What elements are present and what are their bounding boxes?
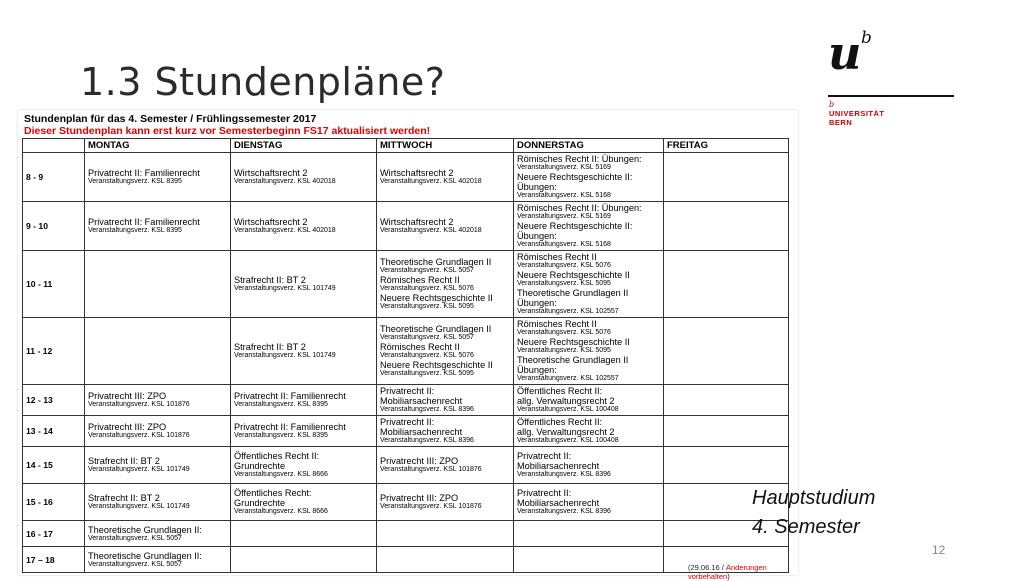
course-cell: [377, 385, 514, 416]
course-code: Veranstaltungsverz. KSL 8396: [517, 471, 611, 478]
course-name: Neuere Rechtsgeschichte II:: [517, 221, 633, 231]
course-name: Privatrecht II:: [517, 451, 572, 461]
course-name: Mobiliarsachenrecht: [517, 461, 600, 471]
course-code: Veranstaltungsverz. KSL 102557: [517, 308, 619, 315]
course-name: Mobiliarsachenrecht: [517, 498, 600, 508]
course-name: Privatrecht II: Familienrecht: [234, 391, 346, 401]
course-name: Öffentliches Recht II:: [517, 417, 603, 427]
course-cell: [664, 416, 789, 447]
day-header: DONNERSTAG: [514, 139, 664, 153]
course-code: Veranstaltungsverz. KSL 5076: [517, 329, 611, 336]
course-cell: [377, 547, 514, 573]
course-cell: [85, 153, 231, 202]
course-cell: [514, 447, 664, 484]
course-name: Theoretische Grundlagen II: [517, 355, 629, 365]
course-name: Strafrecht II: BT 2: [234, 342, 306, 352]
course-cell: [231, 521, 377, 547]
table-row: [23, 484, 789, 521]
course-name: allg. Verwaltungsrecht 2: [517, 396, 615, 406]
course-code: Veranstaltungsverz. KSL 5076: [380, 352, 474, 359]
course-code: Veranstaltungsverz. KSL 101749: [88, 503, 190, 510]
course-cell: [377, 447, 514, 484]
course-cell: [664, 153, 789, 202]
course-name: Römisches Recht II: [517, 319, 597, 329]
course-code: Veranstaltungsverz. KSL 402018: [380, 227, 482, 234]
course-code: Veranstaltungsverz. KSL 101749: [234, 285, 336, 292]
course-cell: [664, 251, 789, 318]
logo-text-line1: UNIVERSITÄT: [829, 109, 885, 118]
table-row: [23, 318, 789, 385]
course-cell: [85, 521, 231, 547]
course-code: Veranstaltungsverz. KSL 101876: [380, 466, 482, 473]
course-name: Übungen:: [517, 365, 557, 375]
course-code: Veranstaltungsverz. KSL 8396: [380, 406, 474, 413]
course-code: Veranstaltungsverz. KSL 5095: [380, 370, 474, 377]
course-code: Veranstaltungsverz. KSL 402018: [234, 178, 336, 185]
course-cell: [231, 547, 377, 573]
course-cell: [231, 447, 377, 484]
course-name: Römisches Recht II: [380, 342, 460, 352]
course-name: Neuere Rechtsgeschichte II: [380, 360, 493, 370]
course-name: Theoretische Grundlagen II: [380, 257, 492, 267]
course-code: Veranstaltungsverz. KSL 5057: [380, 267, 474, 274]
course-code: Veranstaltungsverz. KSL 5095: [517, 347, 611, 354]
time-slot: 9 - 10: [23, 202, 85, 251]
course-name: Privatrecht II: Familienrecht: [234, 422, 346, 432]
sheet-heading: Stundenplan für das 4. Semester / Frühlingssemester 2017: [24, 113, 317, 125]
course-name: Römisches Recht II: Übungen:: [517, 203, 642, 213]
course-name: Mobiliarsachenrecht: [380, 427, 463, 437]
course-code: Veranstaltungsverz. KSL 5076: [517, 262, 611, 269]
time-slot: 17 – 18: [23, 547, 85, 573]
course-cell: [377, 153, 514, 202]
course-code: Veranstaltungsverz. KSL 5095: [517, 280, 611, 287]
course-name: Neuere Rechtsgeschichte II: [517, 270, 630, 280]
timetable-sheet: [18, 110, 798, 581]
course-name: Wirtschaftsrecht 2: [234, 168, 308, 178]
course-name: Privatrecht II:: [380, 386, 435, 396]
course-code: Veranstaltungsverz. KSL 8395: [88, 227, 182, 234]
course-cell: [85, 251, 231, 318]
day-header: MONTAG: [85, 139, 231, 153]
timetable: [22, 138, 789, 573]
course-code: Veranstaltungsverz. KSL 5168: [517, 192, 611, 199]
course-cell: [514, 521, 664, 547]
course-code: Veranstaltungsverz. KSL 8666: [234, 471, 328, 478]
course-code: Veranstaltungsverz. KSL 5168: [517, 241, 611, 248]
time-column-header: [23, 139, 85, 153]
course-code: Veranstaltungsverz. KSL 8666: [234, 508, 328, 515]
timetable-header-row: [23, 139, 789, 153]
course-cell: [514, 318, 664, 385]
course-name: Privatrecht II: Familienrecht: [88, 168, 200, 178]
logo-letter-b: b: [861, 28, 872, 48]
course-code: Veranstaltungsverz. KSL 102557: [517, 375, 619, 382]
course-cell: [231, 416, 377, 447]
course-cell: [664, 385, 789, 416]
course-name: Grundrechte: [234, 461, 286, 471]
course-cell: [85, 447, 231, 484]
footer-close: ): [727, 572, 730, 581]
course-name: Wirtschaftsrecht 2: [234, 217, 308, 227]
day-header: DIENSTAG: [231, 139, 377, 153]
course-cell: [664, 447, 789, 484]
course-cell: [514, 547, 664, 573]
sheet-footer: [688, 563, 798, 581]
course-code: Veranstaltungsverz. KSL 5169: [517, 213, 611, 220]
course-name: Übungen:: [517, 231, 557, 241]
table-row: [23, 416, 789, 447]
course-cell: [377, 521, 514, 547]
course-cell: [231, 385, 377, 416]
course-cell: [231, 153, 377, 202]
course-name: Privatrecht III: ZPO: [88, 422, 167, 432]
course-name: Öffentliches Recht II:: [234, 451, 320, 461]
study-level-line2: 4. Semester: [752, 516, 860, 538]
course-name: Grundrechte: [234, 498, 286, 508]
logo-small-b: b: [829, 100, 835, 109]
course-name: Wirtschaftsrecht 2: [380, 217, 454, 227]
time-slot: 14 - 15: [23, 447, 85, 484]
course-cell: [514, 416, 664, 447]
course-code: Veranstaltungsverz. KSL 101749: [234, 352, 336, 359]
course-name: Übungen:: [517, 182, 557, 192]
course-name: Theoretische Grundlagen II: [380, 324, 492, 334]
course-name: Privatrecht III: ZPO: [88, 391, 167, 401]
table-row: [23, 202, 789, 251]
table-row: [23, 153, 789, 202]
course-code: Veranstaltungsverz. KSL 5169: [517, 164, 611, 171]
logo-text: [829, 109, 885, 127]
time-slot: 12 - 13: [23, 385, 85, 416]
course-code: Veranstaltungsverz. KSL 5057: [88, 560, 182, 568]
page-number: 12: [932, 543, 946, 557]
course-code: Veranstaltungsverz. KSL 8396: [380, 437, 474, 444]
course-cell: [377, 251, 514, 318]
course-cell: [664, 318, 789, 385]
table-row: [23, 521, 789, 547]
slide-title: 1.3 Stundenpläne?: [80, 60, 446, 104]
course-name: Neuere Rechtsgeschichte II:: [517, 172, 633, 182]
course-cell: [377, 484, 514, 521]
course-cell: [231, 202, 377, 251]
course-name: Theoretische Grundlagen II:: [88, 524, 202, 535]
day-header: FREITAG: [664, 139, 789, 153]
course-cell: [377, 318, 514, 385]
course-cell: [664, 202, 789, 251]
logo-letter-u: u: [828, 26, 862, 80]
course-name: Öffentliches Recht II:: [517, 386, 603, 396]
table-row: [23, 447, 789, 484]
course-code: Veranstaltungsverz. KSL 402018: [234, 227, 336, 234]
day-header: MITTWOCH: [377, 139, 514, 153]
course-cell: [231, 484, 377, 521]
course-cell: [85, 318, 231, 385]
course-name: Privatrecht III: ZPO: [380, 493, 459, 503]
time-slot: 16 - 17: [23, 521, 85, 547]
course-code: Veranstaltungsverz. KSL 8395: [88, 178, 182, 185]
time-slot: 15 - 16: [23, 484, 85, 521]
course-cell: [85, 416, 231, 447]
course-code: Veranstaltungsverz. KSL 100408: [517, 437, 619, 444]
course-name: Öffentliches Recht:: [234, 488, 312, 498]
course-name: Privatrecht III: ZPO: [380, 456, 459, 466]
course-name: Neuere Rechtsgeschichte II: [517, 337, 630, 347]
course-name: Römisches Recht II: [380, 275, 460, 285]
time-slot: 10 - 11: [23, 251, 85, 318]
course-code: Veranstaltungsverz. KSL 8395: [234, 401, 328, 408]
course-code: Veranstaltungsverz. KSL 5057: [88, 534, 182, 542]
sheet-warning: Dieser Stundenplan kann erst kurz vor Semesterbeginn FS17 aktualisiert werden!: [24, 125, 431, 137]
footer-changes: Änderungen vorbehalten: [688, 563, 767, 581]
course-name: allg. Verwaltungsrecht 2: [517, 427, 615, 437]
table-row: [23, 251, 789, 318]
sheet-header: [24, 113, 430, 137]
course-cell: [231, 251, 377, 318]
course-code: Veranstaltungsverz. KSL 8396: [517, 508, 611, 515]
course-code: Veranstaltungsverz. KSL 101876: [88, 432, 190, 439]
course-cell: [85, 202, 231, 251]
logo-text-line2: BERN: [829, 118, 853, 127]
study-level-note: [752, 484, 875, 542]
course-code: Veranstaltungsverz. KSL 101749: [88, 466, 190, 473]
time-slot: 13 - 14: [23, 416, 85, 447]
course-cell: [514, 202, 664, 251]
course-code: Veranstaltungsverz. KSL 101876: [88, 401, 190, 408]
study-level-line1: Hauptstudium: [752, 487, 876, 509]
course-cell: [377, 202, 514, 251]
course-code: Veranstaltungsverz. KSL 8395: [234, 432, 328, 439]
course-code: Veranstaltungsverz. KSL 402018: [380, 178, 482, 185]
course-name: Römisches Recht II: [517, 252, 597, 262]
table-row: [23, 547, 789, 573]
course-name: Wirtschaftsrecht 2: [380, 168, 454, 178]
course-name: Römisches Recht II: Übungen:: [517, 154, 642, 164]
course-code: Veranstaltungsverz. KSL 5057: [380, 334, 474, 341]
time-slot: 11 - 12: [23, 318, 85, 385]
course-name: Neuere Rechtsgeschichte II: [380, 293, 493, 303]
course-code: Veranstaltungsverz. KSL 5076: [380, 285, 474, 292]
course-name: Privatrecht II:: [517, 488, 572, 498]
course-name: Übungen:: [517, 298, 557, 308]
course-cell: [231, 318, 377, 385]
course-cell: [514, 153, 664, 202]
course-name: Theoretische Grundlagen II: [517, 288, 629, 298]
course-cell: [85, 385, 231, 416]
course-name: Strafrecht II: BT 2: [88, 493, 160, 503]
course-code: Veranstaltungsverz. KSL 100408: [517, 406, 619, 413]
course-cell: [85, 547, 231, 573]
course-cell: [514, 251, 664, 318]
course-cell: [377, 416, 514, 447]
course-code: Veranstaltungsverz. KSL 101876: [380, 503, 482, 510]
course-name: Strafrecht II: BT 2: [234, 275, 306, 285]
course-code: Veranstaltungsverz. KSL 5095: [380, 303, 474, 310]
course-cell: [514, 484, 664, 521]
logo-divider: [828, 95, 954, 97]
course-cell: [85, 484, 231, 521]
footer-date: (29.06.16 /: [688, 563, 726, 572]
course-name: Mobiliarsachenrecht: [380, 396, 463, 406]
time-slot: 8 - 9: [23, 153, 85, 202]
course-name: Strafrecht II: BT 2: [88, 456, 160, 466]
table-row: [23, 385, 789, 416]
course-name: Theoretische Grundlagen II:: [88, 550, 202, 561]
course-cell: [514, 385, 664, 416]
course-name: Privatrecht II:: [380, 417, 435, 427]
course-name: Privatrecht II: Familienrecht: [88, 217, 200, 227]
